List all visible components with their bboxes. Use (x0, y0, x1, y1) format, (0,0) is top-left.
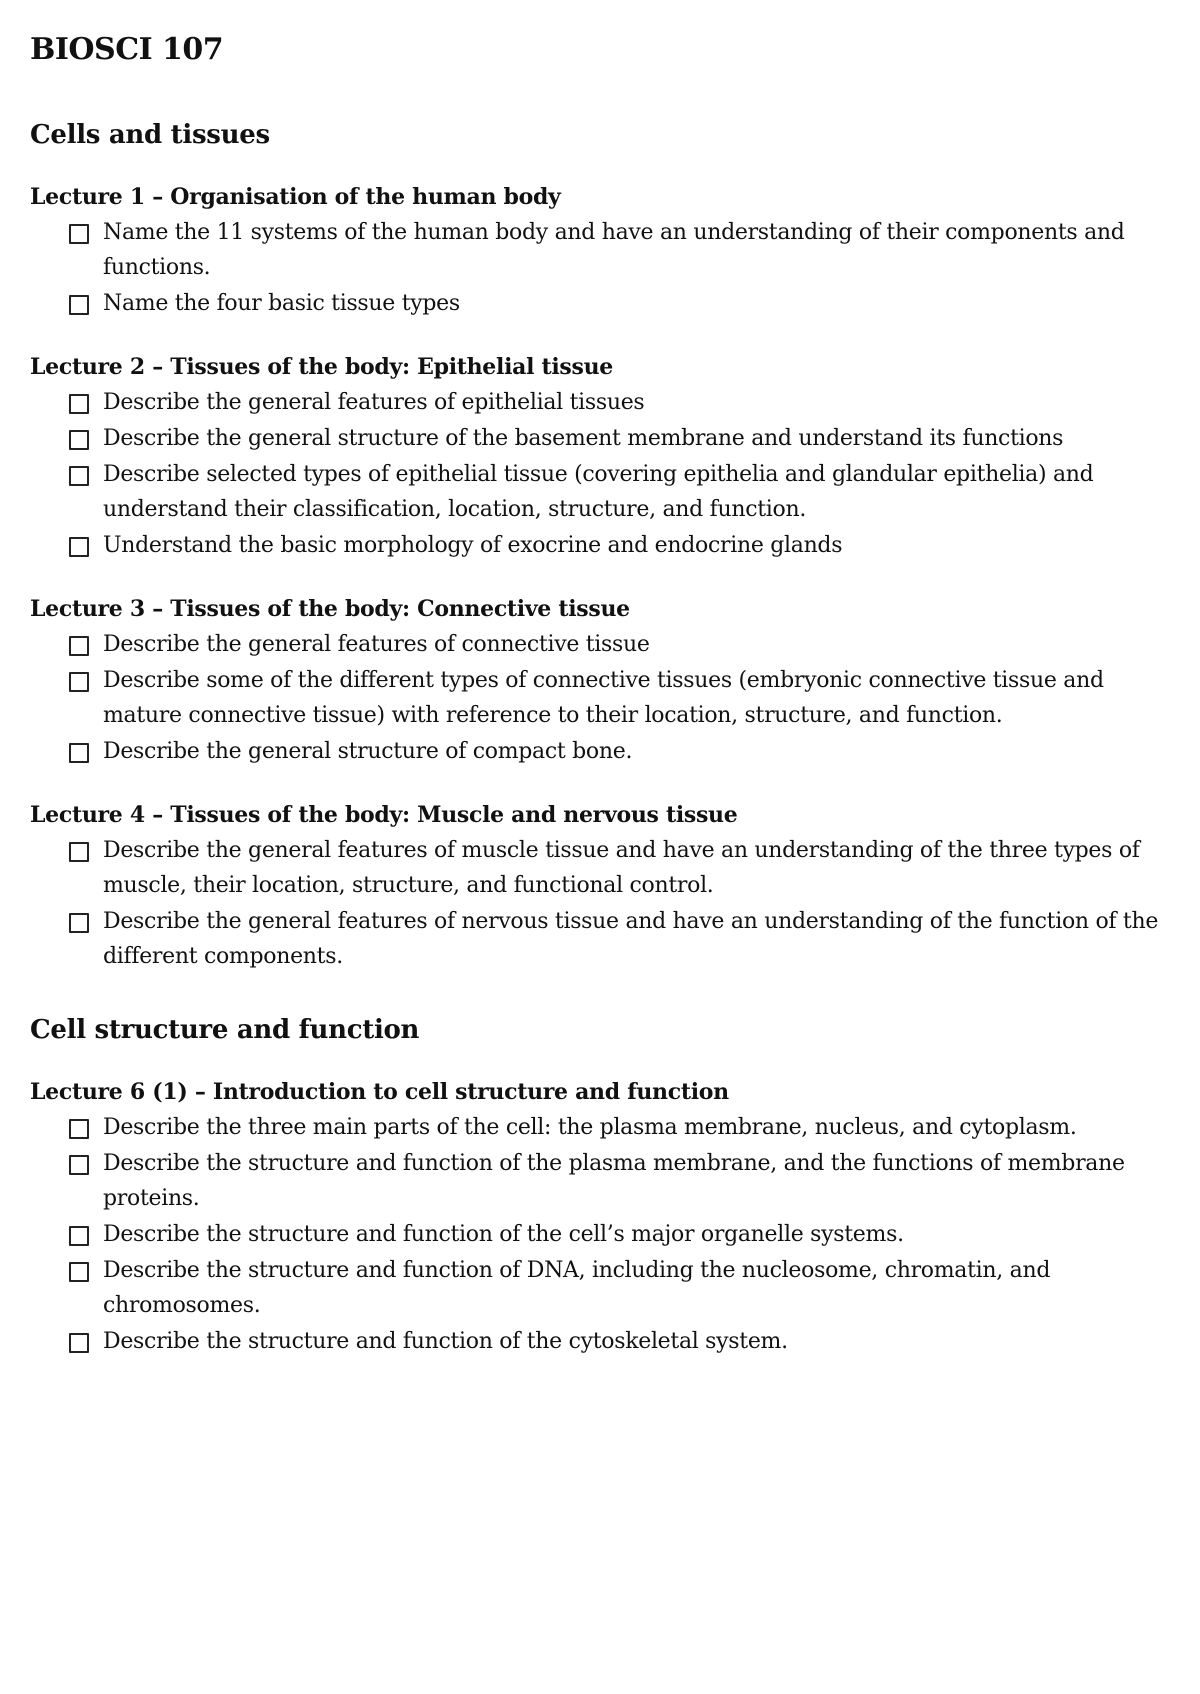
lecture-block (30, 798, 1180, 974)
checklist-item (69, 1146, 1180, 1216)
checklist-item-text: Describe the structure and function of the cell’s major organelle systems. (103, 1222, 904, 1247)
checkbox-icon[interactable] (69, 466, 89, 486)
checkbox-icon[interactable] (69, 1333, 89, 1353)
checklist-item (69, 421, 1180, 456)
section (30, 1013, 1180, 1359)
checkbox-icon[interactable] (69, 1262, 89, 1282)
checklist-item (69, 663, 1180, 733)
checklist (30, 1110, 1180, 1359)
checklist-item-text: Describe the structure and function of the plasma membrane, and the functions of membrane proteins. (103, 1151, 1125, 1211)
checkbox-icon[interactable] (69, 913, 89, 933)
checklist-item (69, 1217, 1180, 1252)
checkbox-icon[interactable] (69, 842, 89, 862)
checklist-item-text: Describe the general features of nervous tissue and have an understanding of the function of the different components. (103, 909, 1159, 969)
lecture-block (30, 180, 1180, 350)
checklist-item-text: Describe the general features of muscle tissue and have an understanding of the three types of muscle, their location, structure, and functional control. (103, 838, 1140, 898)
checklist-item (69, 286, 1180, 321)
checklist-item (69, 528, 1180, 563)
lecture-title: Lecture 1 – Organisation of the human body (30, 184, 561, 210)
checkbox-icon[interactable] (69, 1155, 89, 1175)
checklist (30, 215, 1180, 321)
checklist-item-text: Describe selected types of epithelial tissue (covering epithelia and glandular epithelia) and understand their classification, location, structure, and function. (103, 462, 1094, 522)
checklist-item (69, 734, 1180, 769)
checklist-item (69, 1110, 1180, 1145)
checklist-item-text: Describe the general structure of the basement membrane and understand its functions (103, 426, 1064, 451)
checklist-item-text: Describe the general structure of compact bone. (103, 739, 633, 764)
checkbox-icon[interactable] (69, 636, 89, 656)
checklist-item (69, 904, 1180, 974)
lecture-title: Lecture 6 (1) – Introduction to cell structure and function (30, 1079, 729, 1105)
checklist-item-text: Describe the structure and function of DNA, including the nucleosome, chromatin, and chromosomes. (103, 1258, 1051, 1318)
checkbox-icon[interactable] (69, 1119, 89, 1139)
checkbox-icon[interactable] (69, 672, 89, 692)
checklist-item-text: Describe the general features of epithelial tissues (103, 390, 645, 415)
lecture-title: Lecture 4 – Tissues of the body: Muscle and nervous tissue (30, 802, 738, 828)
checkbox-icon[interactable] (69, 537, 89, 557)
lecture-block (30, 592, 1180, 798)
checkbox-icon[interactable] (69, 224, 89, 244)
checkbox-icon[interactable] (69, 295, 89, 315)
document-title: BIOSCI 107 (30, 32, 224, 67)
checklist-item (69, 627, 1180, 662)
checklist-item (69, 215, 1180, 285)
section-title: Cell structure and function (30, 1015, 420, 1045)
checklist-item-text: Name the 11 systems of the human body and have an understanding of their components and functions. (103, 220, 1125, 280)
section-title: Cells and tissues (30, 120, 270, 150)
checklist-item-text: Understand the basic morphology of exocrine and endocrine glands (103, 533, 843, 558)
checklist-item (69, 457, 1180, 527)
checklist-item-text: Describe the three main parts of the cell: the plasma membrane, nucleus, and cytoplasm. (103, 1115, 1077, 1140)
checklist-item-text: Describe the general features of connective tissue (103, 632, 650, 657)
checklist-item (69, 1253, 1180, 1323)
checkbox-icon[interactable] (69, 743, 89, 763)
checklist-item-text: Name the four basic tissue types (103, 291, 460, 316)
checkbox-icon[interactable] (69, 394, 89, 414)
checklist-item (69, 1324, 1180, 1359)
checklist-item-text: Describe the structure and function of the cytoskeletal system. (103, 1329, 788, 1354)
checklist-item (69, 385, 1180, 420)
document-page (30, 30, 1180, 1360)
checkbox-icon[interactable] (69, 430, 89, 450)
checkbox-icon[interactable] (69, 1226, 89, 1246)
sections-container (30, 118, 1180, 1359)
lecture-block (30, 350, 1180, 592)
checklist-item-text: Describe some of the different types of connective tissues (embryonic connective tissue and mature connective tissue) with reference to their location, structure, and function. (103, 668, 1104, 728)
checklist (30, 627, 1180, 769)
checklist (30, 385, 1180, 563)
checklist-item (69, 833, 1180, 903)
lecture-title: Lecture 3 – Tissues of the body: Connective tissue (30, 596, 630, 622)
checklist (30, 833, 1180, 974)
lecture-title: Lecture 2 – Tissues of the body: Epithelial tissue (30, 354, 613, 380)
section (30, 118, 1180, 1013)
lecture-block (30, 1075, 1180, 1359)
